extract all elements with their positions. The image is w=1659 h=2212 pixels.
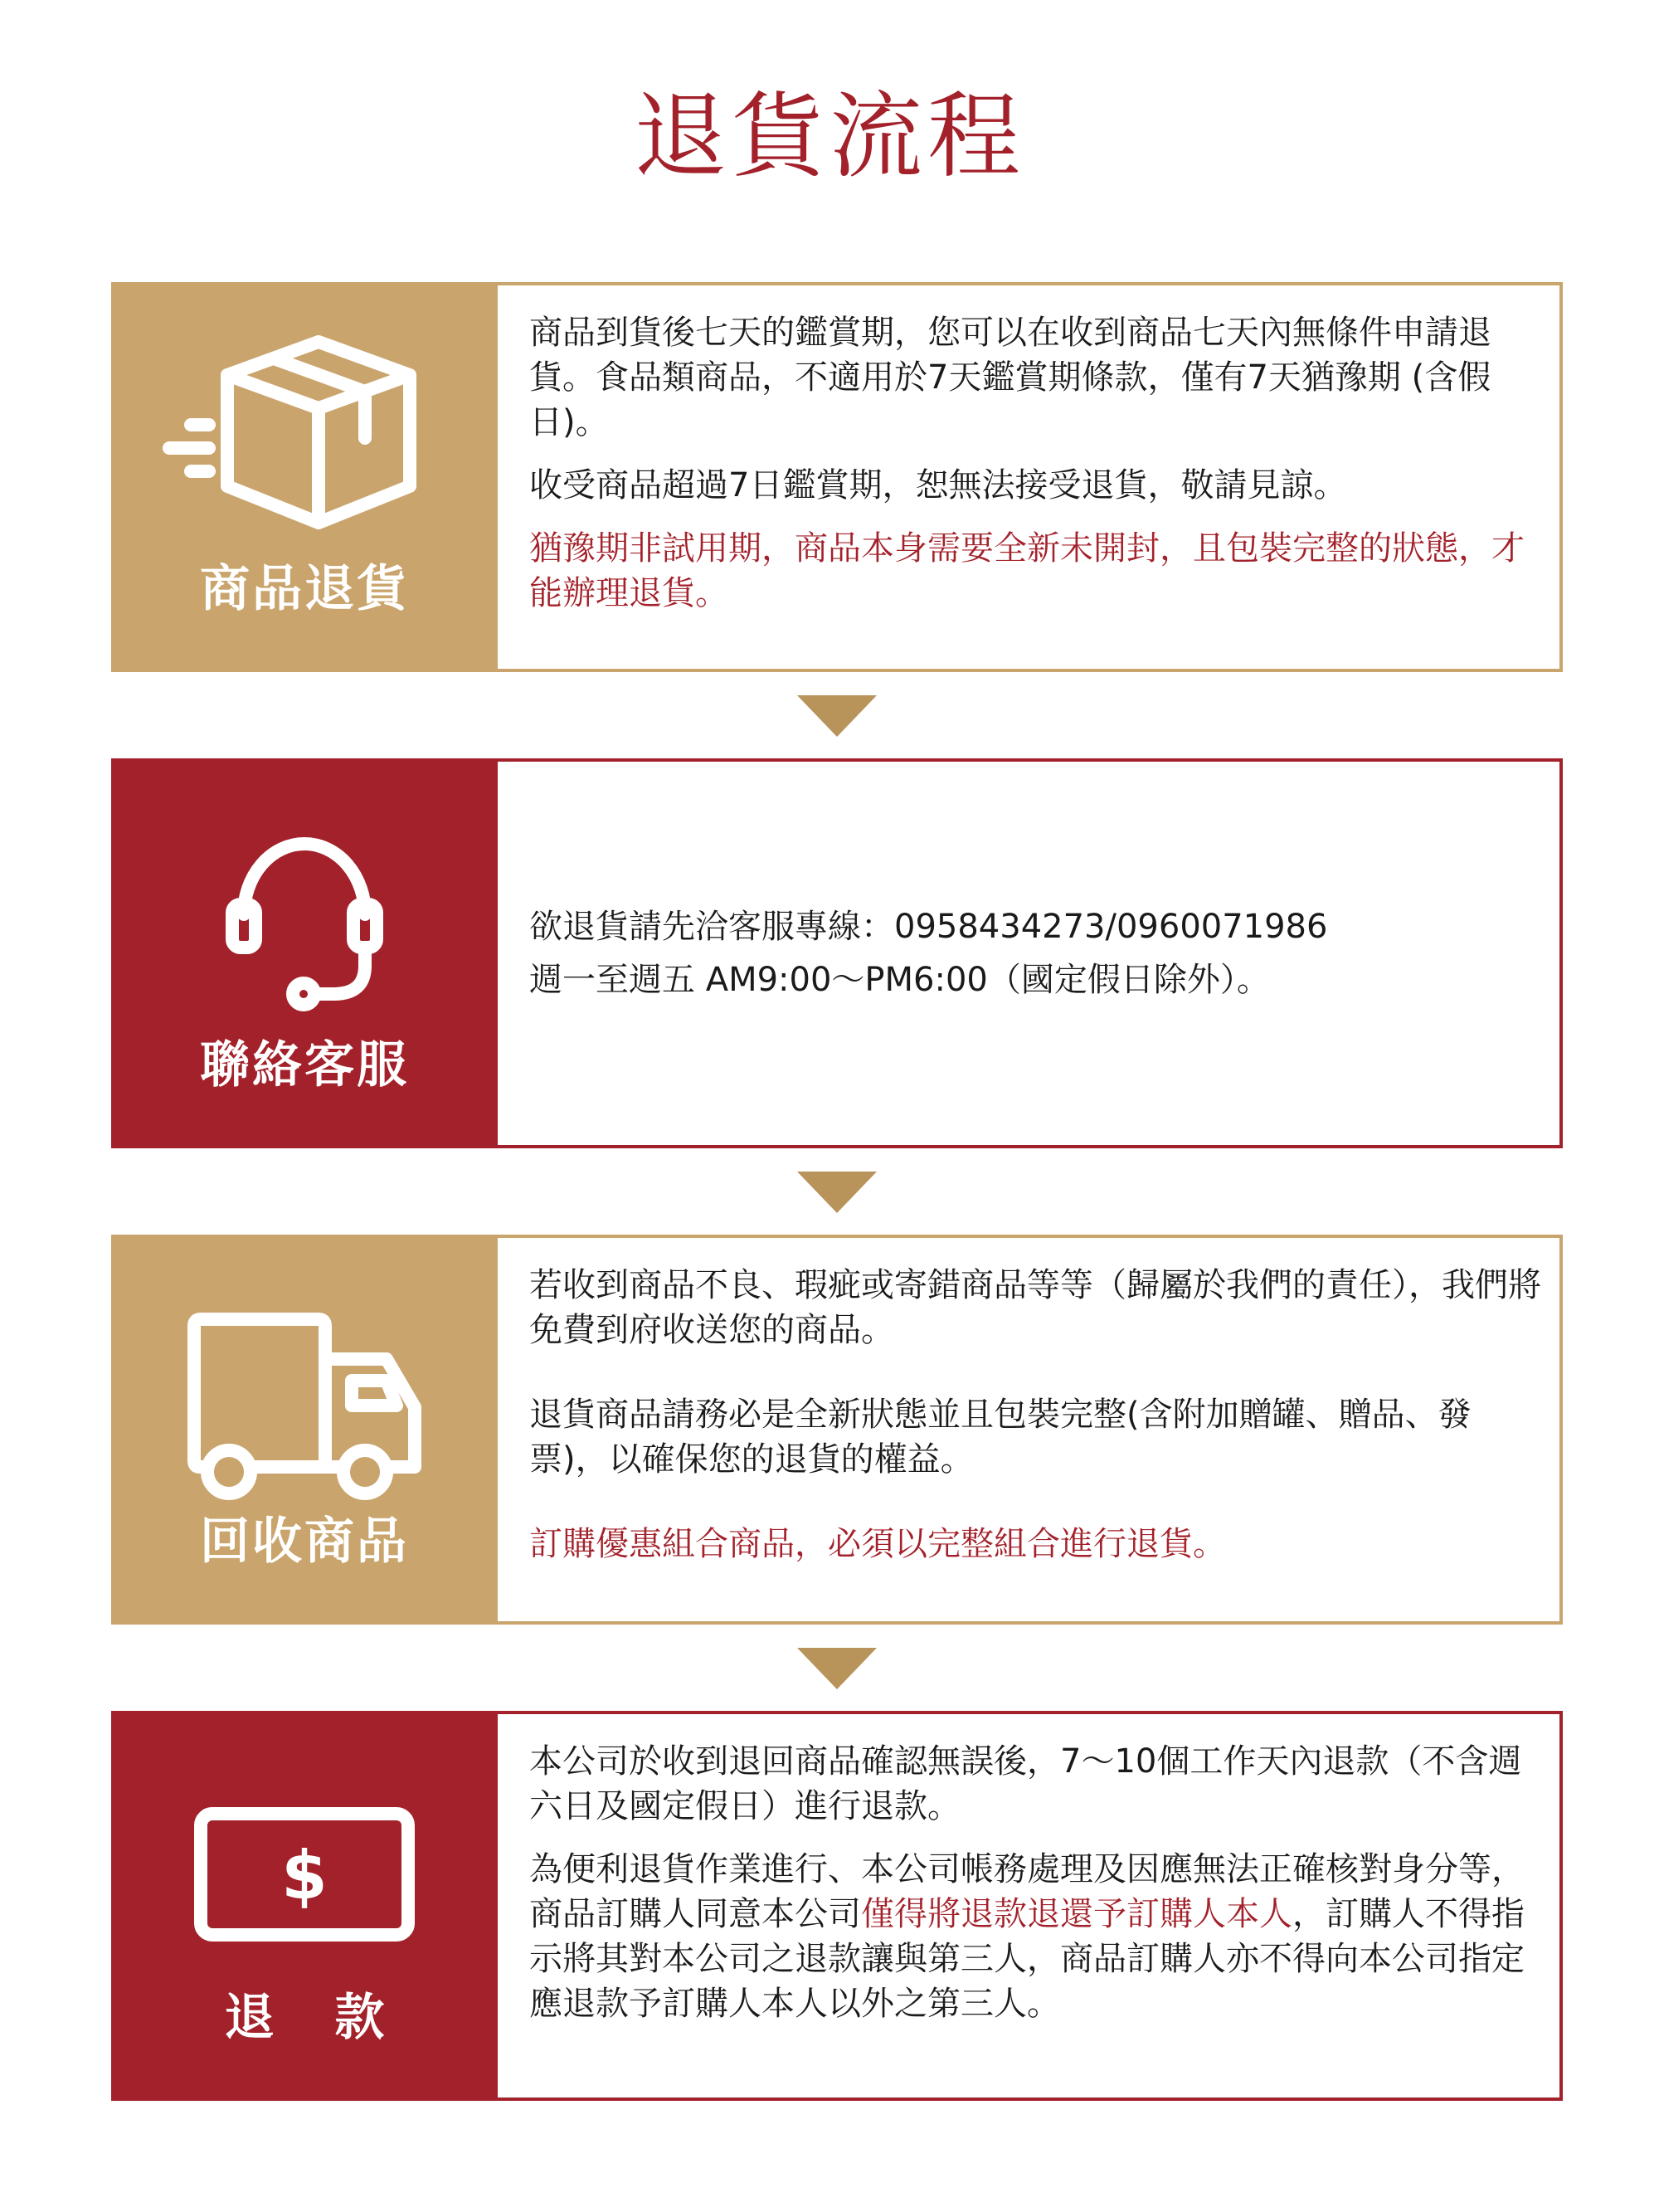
down-arrow-icon xyxy=(797,1648,877,1689)
step-paragraph: 退貨商品請務必是全新狀態並且包裝完整(含附加贈罐、贈品、發票)，以確保您的退貨的權益。 xyxy=(529,1396,1472,1479)
step-description xyxy=(529,1263,1541,1585)
page-title: 退貨流程 xyxy=(634,83,1025,191)
step-side-panel xyxy=(111,1711,498,2101)
step-label: 聯絡客服 xyxy=(200,1036,409,1094)
truck-icon xyxy=(111,1235,498,1508)
step-collect-goods xyxy=(111,1235,1563,1625)
step-description xyxy=(529,762,1541,1145)
svg-text:$: $ xyxy=(281,1837,328,1914)
refund-terms-text: ，訂購人不得指示將其對本公司之退款讓與第三人，商品訂購人亦不得向本公司指定應退款予訂購人本人以外之第三人。 xyxy=(529,1895,1525,2023)
refund-terms-paragraph xyxy=(529,1847,1541,2026)
step-paragraph: 商品到貨後七天的鑑賞期，您可以在收到商品七天內無條件申請退貨。食品類商品，不適用於7天鑑賞期條款，僅有7天猶豫期 (含假日)。 xyxy=(529,314,1491,441)
step-product-return xyxy=(111,282,1563,672)
dollar-bill-icon xyxy=(111,1711,498,1985)
step-side-panel xyxy=(111,758,498,1148)
step-side-panel xyxy=(111,282,498,672)
headset-icon xyxy=(111,758,498,1032)
step-description xyxy=(529,310,1541,634)
step-paragraph: 收受商品超過7日鑑賞期，恕無法接受退貨，敬請見諒。 xyxy=(529,466,1347,504)
package-icon xyxy=(111,282,498,556)
down-arrow-icon xyxy=(797,695,877,737)
refund-terms-highlight: 僅得將退款退還予訂購人本人 xyxy=(861,1895,1292,1933)
step-paragraph: 本公司於收到退回商品確認無誤後，7～10個工作天內退款（不含週六日及國定假日）進行退款。 xyxy=(529,1742,1522,1825)
step-note-highlight: 猶豫期非試用期，商品本身需要全新未開封，且包裝完整的狀態，才能辦理退貨。 xyxy=(529,529,1525,612)
down-arrow-icon xyxy=(797,1172,877,1213)
step-side-panel xyxy=(111,1235,498,1625)
refund-terms-text: 為便利退貨作業進行、本公司帳務處理及因應無法正確核對身分等，商品訂購人同意本公司 xyxy=(529,1850,1525,1933)
service-hours: 週一至週五 AM9:00～PM6:00（國定假日除外）。 xyxy=(529,961,1270,999)
step-label: 商品退貨 xyxy=(200,560,409,618)
step-description xyxy=(529,1739,1541,2044)
step-refund xyxy=(111,1711,1563,2101)
step-label: 回收商品 xyxy=(200,1513,409,1571)
step-note-highlight: 訂購優惠組合商品，必須以完整組合進行退貨。 xyxy=(529,1525,1226,1563)
step-contact-service xyxy=(111,758,1563,1148)
step-paragraph: 若收到商品不良、瑕疵或寄錯商品等等（歸屬於我們的責任），我們將免費到府收送您的商品。 xyxy=(529,1266,1541,1349)
service-hotline: 欲退貨請先洽客服專線：0958434273/0960071986 xyxy=(529,908,1328,946)
step-label: 退 款 xyxy=(224,1989,406,2047)
